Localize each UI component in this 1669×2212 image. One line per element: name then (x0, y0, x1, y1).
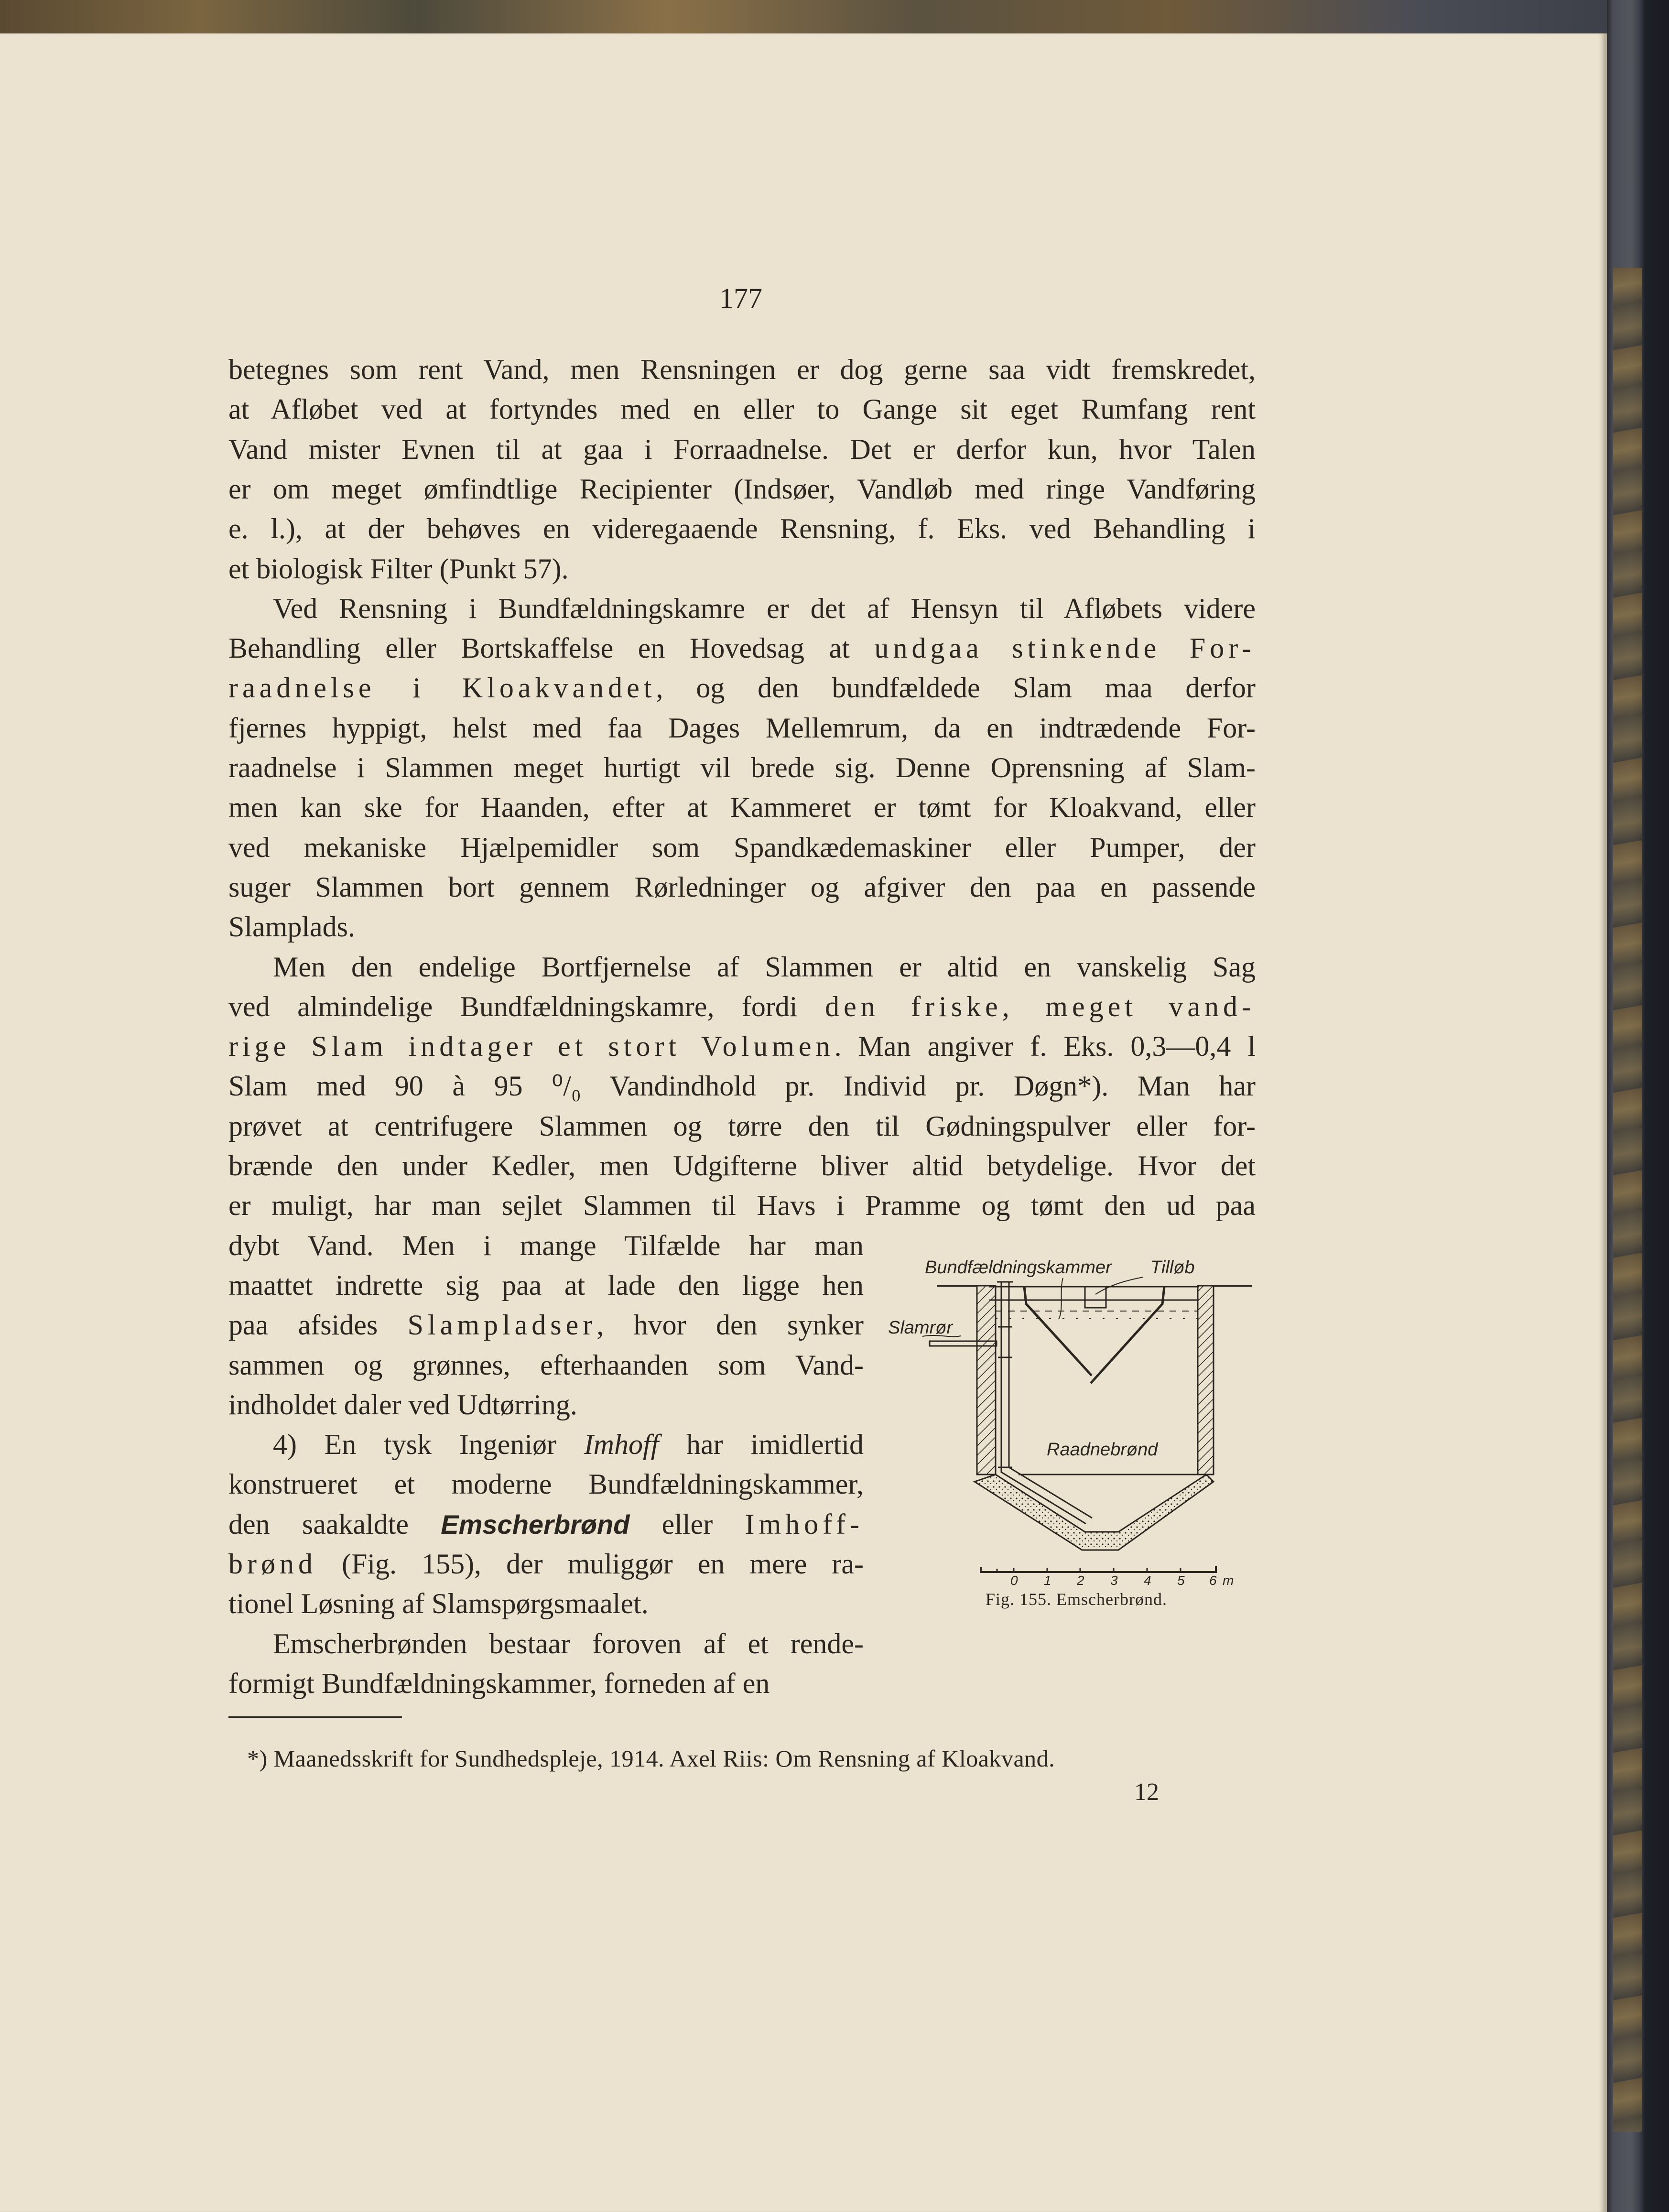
footnote-rule (228, 1716, 402, 1718)
text-run: ved almindelige Bundfældningskamre, fordi (228, 990, 825, 1022)
spaced-emphasis: Imhoff- (745, 1508, 864, 1540)
text-line (228, 1106, 1256, 1146)
spaced-emphasis: brønd (228, 1548, 317, 1580)
text-run: betegnes som rent Vand, men Rensningen er dog gerne saa vidt fremskredet, (228, 354, 1256, 385)
text-run: et biologisk Filter (Punkt 57). (228, 553, 569, 585)
text-run: eller (629, 1508, 745, 1540)
text-run: tionel Løsning af Slamspørgsmaalet. (228, 1588, 649, 1620)
figure-caption: Fig. 155. Emscherbrønd. (986, 1590, 1167, 1609)
text-line (228, 668, 1256, 708)
text-line (228, 748, 1256, 788)
label-bundfaeldningskammer: Bundfældningskammer (925, 1258, 1112, 1278)
text-line (228, 588, 1256, 629)
text-line (228, 987, 1256, 1027)
text-run: . Man angiver f. Eks. 0,3—0,4 l (834, 1030, 1256, 1063)
text-line (228, 1544, 864, 1584)
text-run: brænde den under Kedler, men Udgifterne bliver altid betydelige. Hvor det (228, 1150, 1256, 1182)
text-run: er muligt, har man sejlet Slammen til Havs i Pramme og tømt den ud paa (228, 1190, 1256, 1222)
text-run: men kan ske for Haanden, efter at Kammeret er tømt for Kloakvand, eller (228, 792, 1256, 824)
text-run: suger Slammen bort gennem Rørledninger og afgiver den paa en passende (228, 871, 1256, 903)
text-line (228, 1345, 864, 1385)
text-run: konstrueret et moderne Bundfældningskammer, (228, 1468, 864, 1500)
text-run: maattet indrette sig paa at lade den ligge hen (228, 1269, 864, 1301)
italic-name: Imhoff (584, 1429, 659, 1461)
text-line (228, 867, 1256, 907)
text-run: Ved Rensning i Bundfældningskamre er det af Hensyn til Afløbets videre (273, 592, 1256, 624)
text-run: at Afløbet ved at fortyndes med en eller to Gange sit eget Rumfang rent (228, 393, 1256, 425)
text-line (228, 1146, 1256, 1186)
text-line (228, 509, 1256, 549)
scale-unit: m (1223, 1573, 1234, 1588)
text-line (228, 1185, 1256, 1225)
text-line (228, 947, 1256, 987)
text-line (228, 469, 1256, 509)
scale-tick-0: 0 (1010, 1573, 1018, 1588)
footnote: *) Maanedsskrift for Sundhedspleje, 1914. Axel Riis: Om Rensning af Kloakvand. (247, 1745, 1055, 1772)
text-run: dybt Vand. Men i mange Tilfælde har man (228, 1229, 864, 1261)
text-line (228, 787, 1256, 827)
text-line (228, 1265, 864, 1305)
text-run: Slam med 90 à 95 ⁰/₀ Vandindhold pr. Individ pr. Døgn*). Man har (228, 1070, 1256, 1102)
scale-tick-3: 3 (1110, 1573, 1118, 1588)
text-run: paa afsides (228, 1309, 408, 1341)
text-line (228, 429, 1256, 469)
spaced-emphasis: Slampladser (407, 1309, 597, 1341)
scale-tick-1: 1 (1044, 1573, 1051, 1588)
text-run: 4) En tysk Ingeniør (273, 1429, 584, 1461)
text-run: Vand mister Evnen til at gaa i Forraadnelse. Det er derfor kun, hvor Talen (228, 433, 1256, 465)
label-tillob: Tilløb (1150, 1258, 1195, 1278)
text-line (228, 389, 1256, 429)
text-run: Men den endelige Bortfjernelse af Slammen er altid en vanskelig Sag (273, 951, 1256, 983)
text-line (228, 1464, 864, 1504)
text-run: , hvor den synker (596, 1309, 864, 1341)
text-line (228, 1066, 1256, 1106)
text-line (228, 907, 1256, 947)
book-cover-top-edge (0, 0, 1669, 36)
text-line (228, 1424, 864, 1464)
text-line (228, 549, 1256, 589)
spaced-emphasis: undgaa stinkende For- (874, 632, 1256, 664)
text-run: e. l.), at der behøves en videregaaende Rensning, f. Eks. ved Behandling i (228, 513, 1256, 545)
text-run: indholdet daler ved Udtørring. (228, 1388, 577, 1420)
text-line (228, 1663, 864, 1703)
text-run: sammen og grønnes, efterhaanden som Vand- (228, 1349, 864, 1381)
text-line (228, 1385, 864, 1425)
text-line (228, 628, 1256, 668)
text-run: ved mekaniske Hjælpemidler som Spandkædemaskiner eller Pumper, der (228, 831, 1256, 863)
bold-italic-term: Emscherbrønd (441, 1509, 630, 1540)
text-line (228, 1305, 864, 1345)
marbled-edge (1613, 268, 1642, 2132)
signature-mark: 12 (1134, 1778, 1159, 1806)
spaced-emphasis: rige Slam indtager et stort Volumen (228, 1030, 834, 1063)
text-run: raadnelse i Slammen meget hurtigt vil brede sig. Denne Oprensning af Slam- (228, 752, 1256, 783)
text-run: (Fig. 155), der muliggør en mere ra- (316, 1548, 864, 1580)
text-line (228, 1225, 864, 1266)
text-run: Slamplads. (228, 911, 355, 943)
text-run: prøvet at centrifugere Slammen og tørre den til Gødningspulver eller for- (228, 1110, 1256, 1142)
scale-tick-2: 2 (1077, 1573, 1084, 1588)
text-run: er om meget ømfindtlige Recipienter (Indsøer, Vandløb med ringe Vandføring (228, 473, 1256, 505)
text-run: fjernes hyppigt, helst med faa Dages Mellemrum, da en indtrædende For- (228, 712, 1256, 744)
text-line (228, 1026, 1256, 1066)
text-run: har imidlertid (659, 1429, 864, 1461)
scale-tick-6: 6 (1209, 1573, 1217, 1588)
text-run: Emscherbrønden bestaar foroven af et rende- (273, 1627, 864, 1659)
text-line (228, 708, 1256, 748)
text-line (228, 1624, 864, 1664)
text-line (228, 1583, 864, 1624)
spaced-emphasis: raadnelse i Kloakvandet (228, 672, 656, 704)
text-run: den saakaldte (228, 1508, 441, 1540)
text-line (228, 827, 1256, 867)
spaced-emphasis: den friske, meget vand- (825, 990, 1256, 1022)
text-line (228, 349, 1256, 390)
scale-tick-5: 5 (1177, 1573, 1185, 1588)
text-run: formigt Bundfældningskammer, forneden af en (228, 1667, 770, 1699)
scale-tick-4: 4 (1144, 1573, 1151, 1588)
page-number: 177 (719, 282, 762, 314)
text-run: Behandling eller Bortskaffelse en Hovedsag at (228, 632, 875, 664)
text-run: , og den bundfældede Slam maa derfor (656, 672, 1256, 704)
label-raadnebrond: Raadnebrønd (1047, 1440, 1158, 1460)
label-slamror: Slamrør (888, 1318, 953, 1338)
text-line (228, 1504, 864, 1544)
